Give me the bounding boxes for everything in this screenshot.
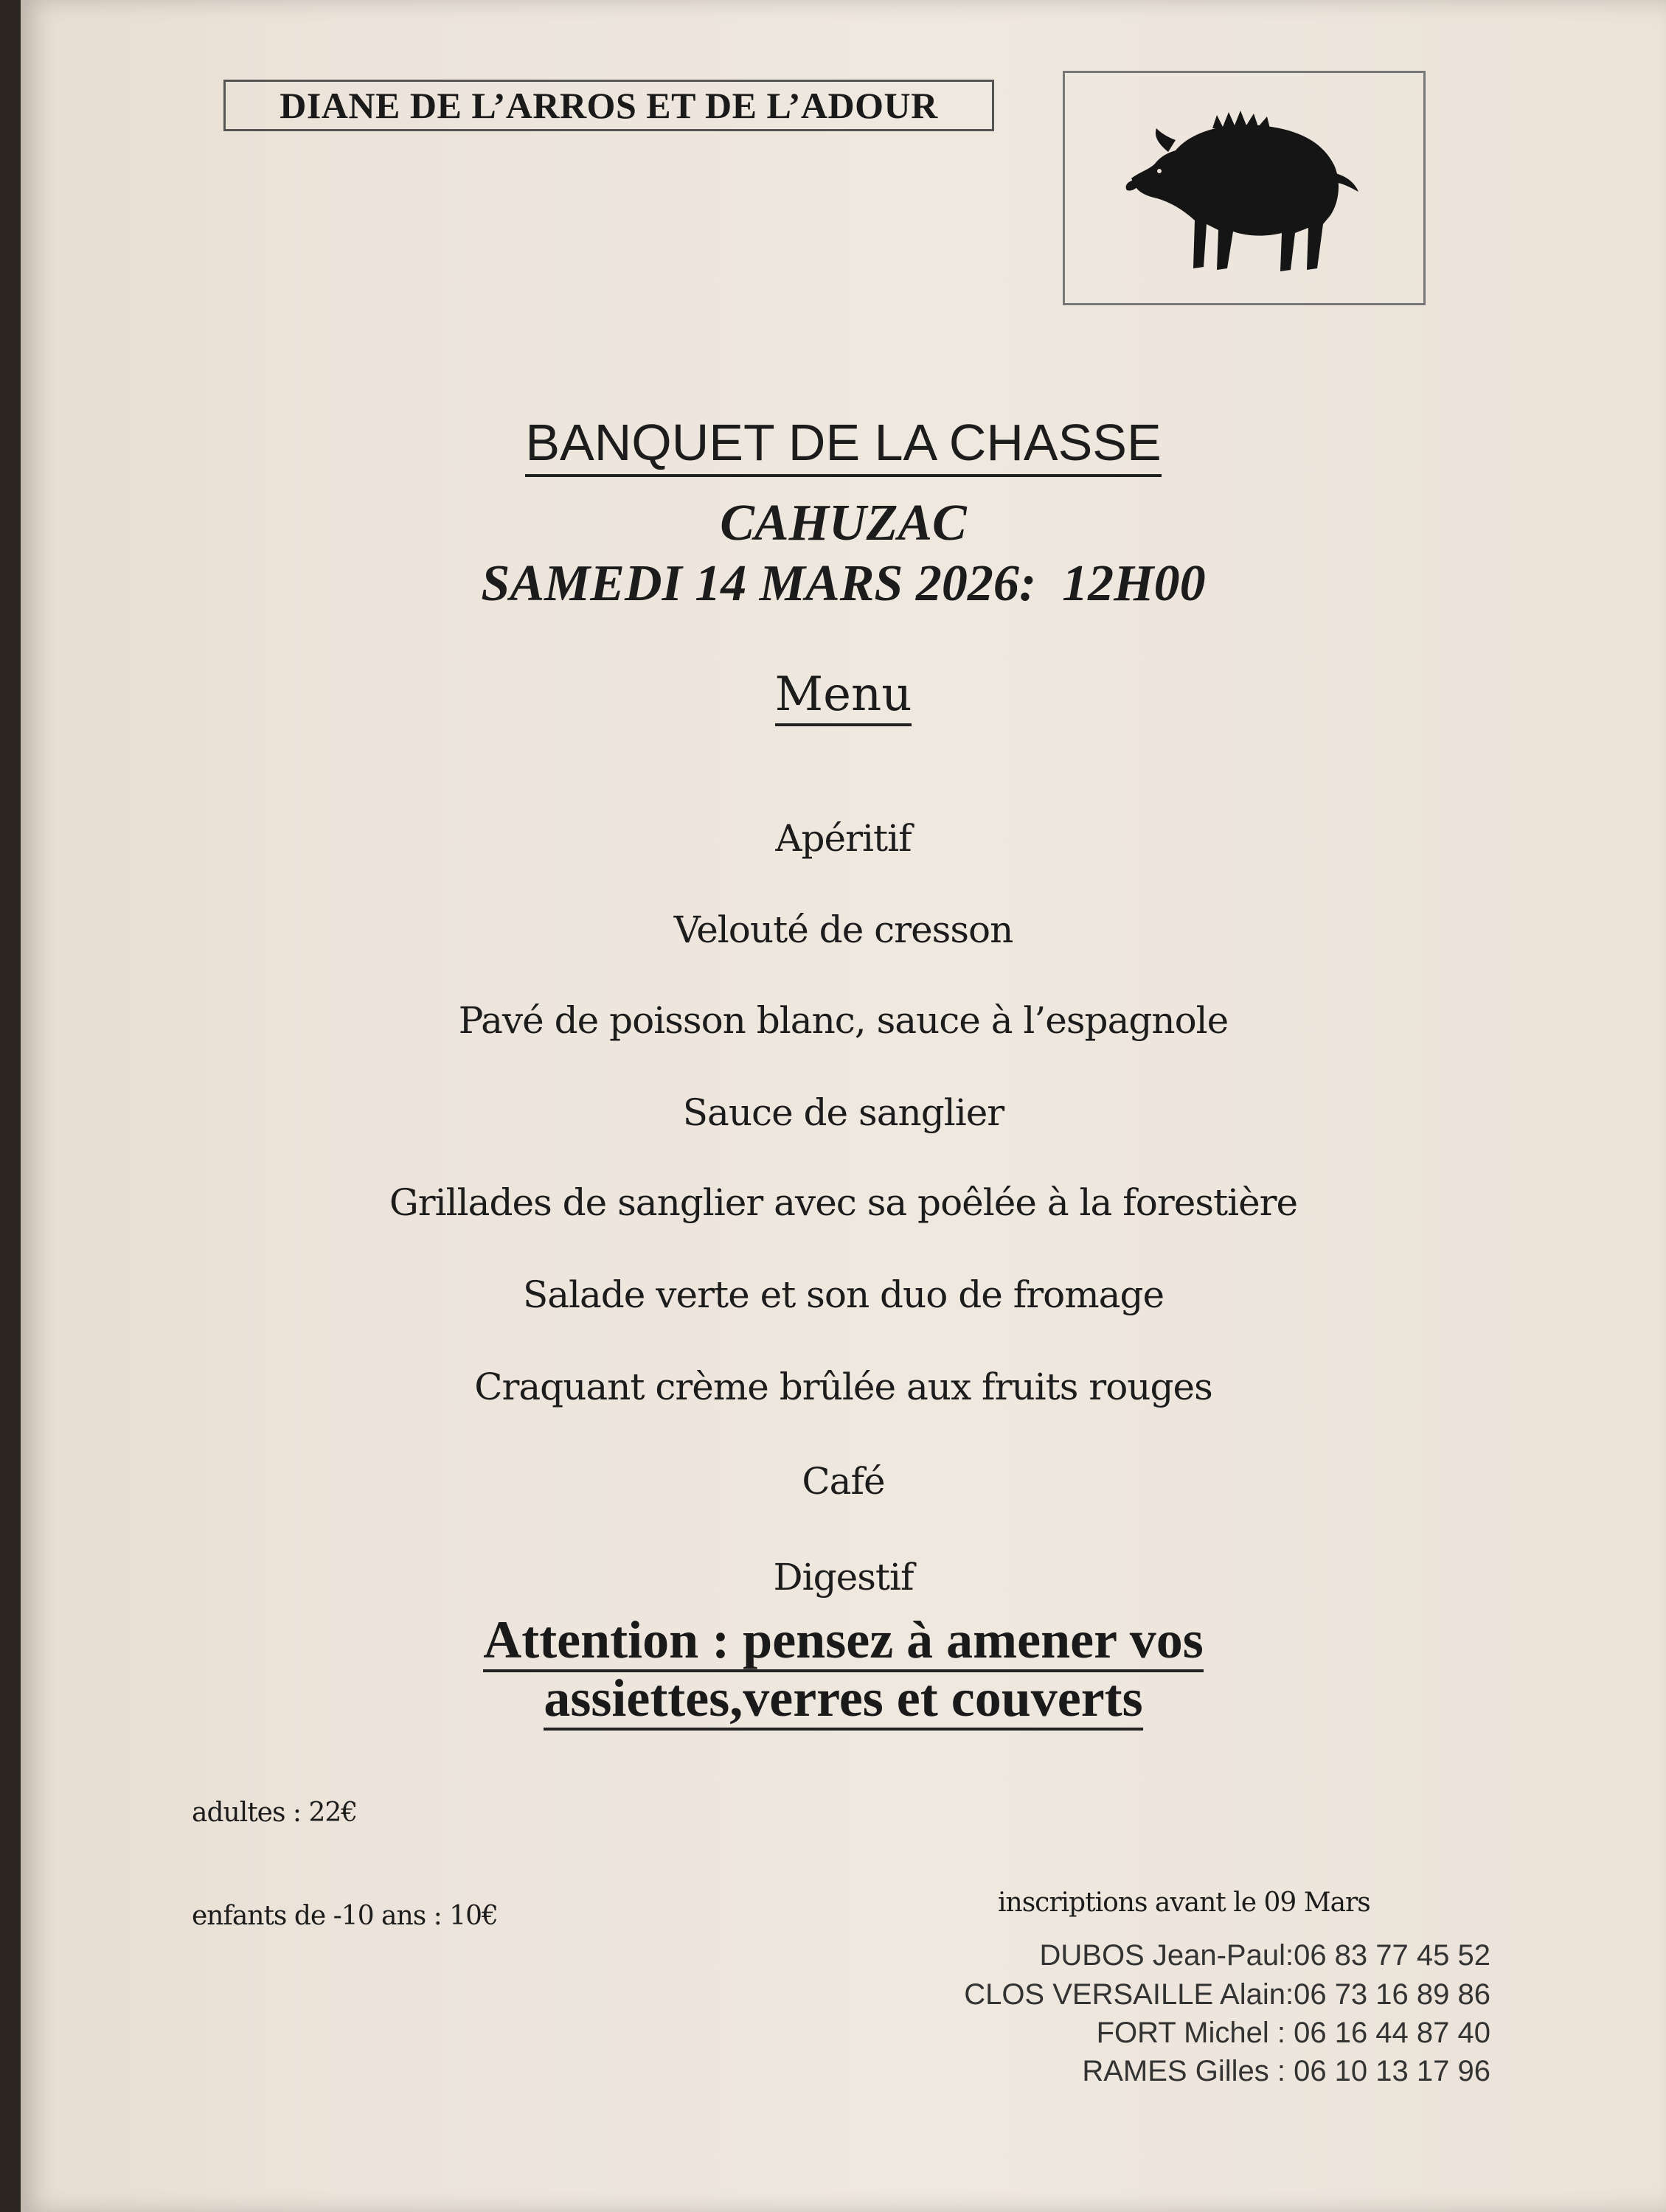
menu-item: Pavé de poisson blanc, sauce à l’espagnole <box>458 999 1229 1042</box>
price-adults: adultes : 22€ <box>192 1798 358 1828</box>
menu-item: Sauce de sanglier <box>682 1091 1004 1134</box>
registration-deadline: inscriptions avant le 09 Mars <box>998 1888 1370 1918</box>
boar-icon <box>1124 99 1367 291</box>
menu-item: Velouté de cresson <box>673 908 1013 951</box>
notice-line-1 <box>21 1610 1666 1671</box>
menu-item: Grillades de sanglier avec sa poêlée à la forestière <box>389 1181 1298 1224</box>
contact-line: CLOS VERSAILLE Alain:06 73 16 89 86 <box>964 1978 1490 2011</box>
logo-frame <box>1063 71 1426 305</box>
contact-line: DUBOS Jean-Paul:06 83 77 45 52 <box>1039 1939 1490 1972</box>
event-place: CAHUZAC <box>720 495 967 552</box>
contact-line: RAMES Gilles : 06 10 13 17 96 <box>1082 2055 1490 2087</box>
event-title <box>21 413 1666 472</box>
menu-item: Apéritif <box>775 817 912 860</box>
contact-line: FORT Michel : 06 16 44 87 40 <box>1096 2017 1490 2049</box>
organization-name: DIANE DE L’ARROS ET DE L’ADOUR <box>223 80 994 131</box>
notice-line-2 <box>21 1668 1666 1729</box>
notice-line-1-text: Attention : pensez à amener vos <box>483 1610 1204 1672</box>
event-date: SAMEDI 14 MARS 2026: 12H00 <box>481 555 1206 612</box>
price-children: enfants de -10 ans : 10€ <box>192 1901 498 1931</box>
flyer-page <box>21 0 1666 2212</box>
menu-item: Craquant crème brûlée aux fruits rouges <box>474 1366 1212 1408</box>
notice-line-2-text: assiettes,verres et couverts <box>544 1669 1142 1731</box>
menu-title-text: Menu <box>775 667 912 726</box>
menu-item: Café <box>802 1460 885 1503</box>
event-title-text: BANQUET DE LA CHASSE <box>525 414 1161 477</box>
menu-title <box>21 667 1666 722</box>
menu-item: Digestif <box>773 1556 914 1599</box>
menu-item: Salade verte et son duo de fromage <box>522 1273 1165 1316</box>
